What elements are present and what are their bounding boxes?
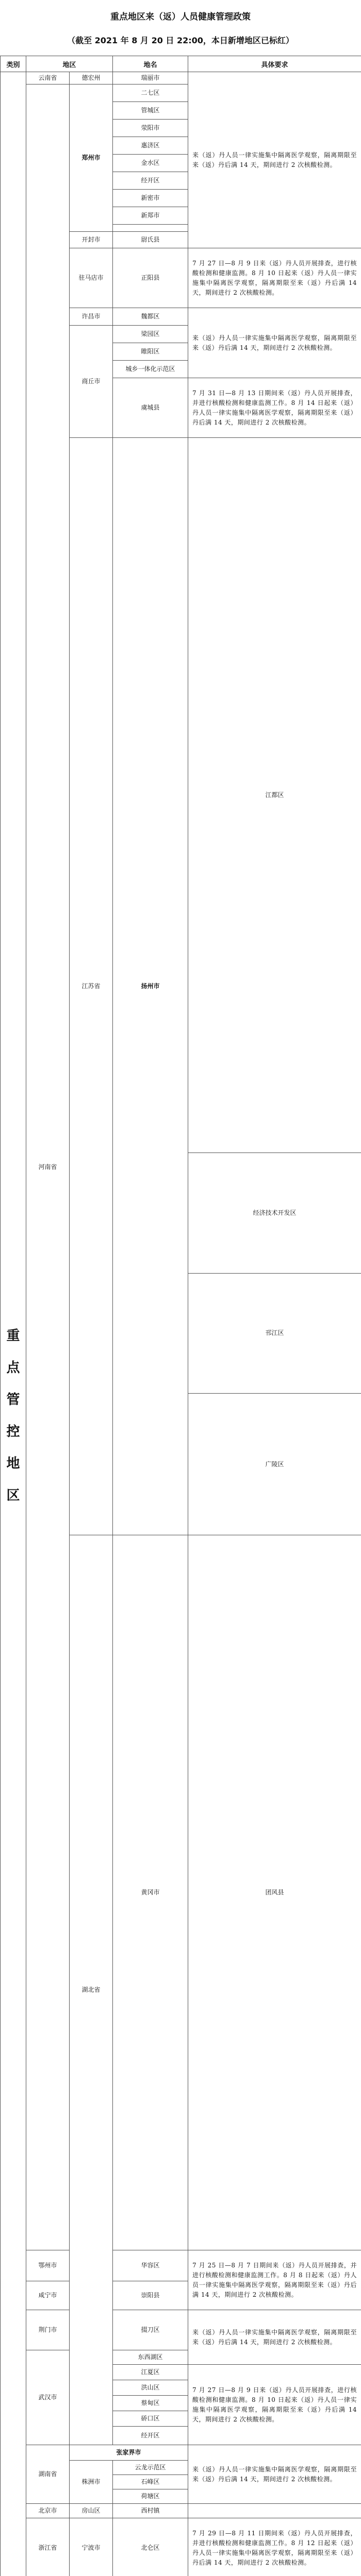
city-cell: 开封市	[70, 232, 113, 248]
requirement-cell: 来（返）丹人员一律实施集中隔离医学观察，隔离期限至来（返）丹后满 14 天，期间进行 2 次核酸检测。	[188, 2310, 361, 2365]
district-cell: 北仑区	[113, 2518, 188, 2576]
district-cell: 金水区	[113, 155, 188, 172]
district-cell: 睢阳区	[113, 343, 188, 361]
requirement-cell: 7 月 27 日—8 月 9 日来（返）丹人员开展排查，进行核酸检测和健康监测。8 月 10 日起来（返）丹人员一律实施集中隔离医学观察，隔离期限至来（返）丹后满 14 天，期间进行 2 次核酸检测。	[188, 2365, 361, 2445]
category-controlled: 重 点 管 控 地 区	[1, 72, 26, 2576]
header-requirement: 具体要求	[188, 56, 361, 72]
district-cell: 江都区	[188, 438, 361, 1153]
province-cell: 浙江省	[26, 2518, 70, 2576]
table-row	[1, 2504, 361, 2518]
district-cell: 石峰区	[113, 2475, 188, 2489]
city-cell: 商丘市	[70, 326, 113, 438]
city-cell: 黄冈市	[113, 1535, 188, 2250]
district-cell: 荷塘区	[113, 2489, 188, 2504]
district-cell: 崇阳县	[113, 2281, 188, 2310]
district-cell: 西村镇	[113, 2504, 188, 2518]
city-cell: 宁波市	[70, 2518, 113, 2576]
city-cell: 荆门市	[26, 2310, 70, 2350]
district-cell: 荥阳市	[113, 120, 188, 137]
province-cell: 湖南省	[26, 2445, 70, 2504]
city-cell: 许昌市	[70, 308, 113, 326]
policy-table	[0, 56, 361, 2576]
city-cell: 郑州市	[70, 84, 113, 232]
district-cell: 云龙示范区	[113, 2461, 188, 2475]
title-block	[0, 0, 361, 56]
district-cell: 经开区	[113, 2427, 188, 2445]
province-cell: 河南省	[26, 84, 70, 2250]
header-region: 地区	[26, 56, 113, 72]
district-cell: 经开区	[113, 172, 188, 190]
district-cell: 二七区	[113, 84, 188, 102]
district-cell: 梁园区	[113, 326, 188, 343]
district-cell: 新郑市	[113, 207, 188, 225]
district-cell: 邗江区	[188, 1273, 361, 1394]
province-cell: 云南省	[26, 72, 70, 84]
city-cell: 鄂州市	[26, 2250, 70, 2281]
province-cell: 湖北省	[70, 1535, 113, 2445]
district-cell: 正阳县	[113, 248, 188, 308]
requirement-cell: 来（返）丹人员一律实施集中隔离医学观察，隔离期限至来（返）丹后满 14 天，期间进行 2 次核酸检测。	[188, 2445, 361, 2504]
requirement-cell: 7 月 31 日—8 月 13 日期间来（返）丹人员开展排查，并进行核酸检测和健康监测工作。8 月 14 日起来（返）丹人员一律实施集中隔离医学观察，隔离期限至来（返）丹后满 14 天，期间进行 2 次核酸检测。	[188, 378, 361, 438]
district-cell: 掇刀区	[113, 2310, 188, 2350]
city-cell: 株洲市	[70, 2461, 113, 2504]
district-cell: 广陵区	[188, 1394, 361, 1535]
province-cell: 北京市	[26, 2504, 70, 2518]
city-cell: 张家界市	[70, 2445, 188, 2461]
table-header	[1, 56, 361, 72]
city-cell: 驻马店市	[70, 248, 113, 308]
table-row	[1, 2518, 361, 2576]
district-cell: 江夏区	[113, 2365, 188, 2380]
header-category: 类别	[1, 56, 26, 72]
district-cell: 魏都区	[113, 308, 188, 326]
header-name: 地名	[113, 56, 188, 72]
district-cell: 东西湖区	[113, 2350, 188, 2365]
page-subtitle: （截至 2021 年 8 月 20 日 22:00，本日新增地区已标红）	[0, 34, 361, 46]
district-cell: 城乡一体化示范区	[113, 361, 188, 378]
district-cell: 惠济区	[113, 137, 188, 155]
city-cell: 咸宁市	[26, 2281, 70, 2310]
table-row	[1, 2445, 361, 2461]
table-row	[1, 2250, 361, 2281]
district-cell: 尉氏县	[113, 232, 188, 248]
requirement-cell: 7 月 25 日—8 月 7 日期间来（返）丹人员开展排查，并进行核酸检测和健康监测工作。8 月 8 日起来（返）丹人员一律实施集中隔离医学观察，隔离期限至来（返）丹后满 14 天，期间进行 2 次核酸检测。	[188, 2250, 361, 2310]
table-row	[1, 72, 361, 84]
page-title: 重点地区来（返）人员健康管理政策	[0, 9, 361, 22]
requirement-cell: 来（返）丹人员一律实施集中隔离医学观察，隔离期限至来（返）丹后满 14 天，期间进行 2 次核酸检测。	[188, 308, 361, 378]
district-cell: 管城区	[113, 102, 188, 120]
district-cell: 硚口区	[113, 2411, 188, 2427]
requirement-cell: 来（返）丹人员一律实施集中隔离医学观察，隔离期限至来（返）丹后满 14 天，期间进行 2 次核酸检测。	[188, 72, 361, 248]
district-cell: 洪山区	[113, 2380, 188, 2396]
requirement-cell: 7 月 27 日—8 月 9 日来（返）丹人员开展排查，进行核酸检测和健康监测。8 月 10 日起来（返）丹人员一律实施集中隔离医学观察，隔离期限至来（返）丹后满 14 天，期间进行 2 次核酸检测。	[188, 248, 361, 308]
district-cell: 经济技术开发区	[188, 1153, 361, 1274]
district-cell: 瑞丽市	[113, 72, 188, 84]
district-cell: 团风县	[188, 1535, 361, 2250]
district-cell	[113, 225, 188, 232]
city-cell: 房山区	[70, 2504, 113, 2518]
requirement-cell: 7 月 29 日—8 月 11 日期间来（返）丹人员开展排查，并进行核酸检测和健康监测工作。8 月 12 日起来（返）丹人员一律实施集中隔离医学观察，隔离期限至来（返）丹后满 14 天，期间进行 2 次核酸检测。	[188, 2518, 361, 2576]
city-cell: 扬州市	[113, 438, 188, 1535]
city-cell: 德宏州	[70, 72, 113, 84]
city-cell: 武汉市	[26, 2350, 70, 2445]
district-cell: 华容区	[113, 2250, 188, 2281]
table-row	[1, 2310, 361, 2350]
district-cell: 新密市	[113, 190, 188, 207]
district-cell: 虞城县	[113, 378, 188, 438]
district-cell: 蔡甸区	[113, 2396, 188, 2411]
province-cell: 江苏省	[70, 438, 113, 1535]
